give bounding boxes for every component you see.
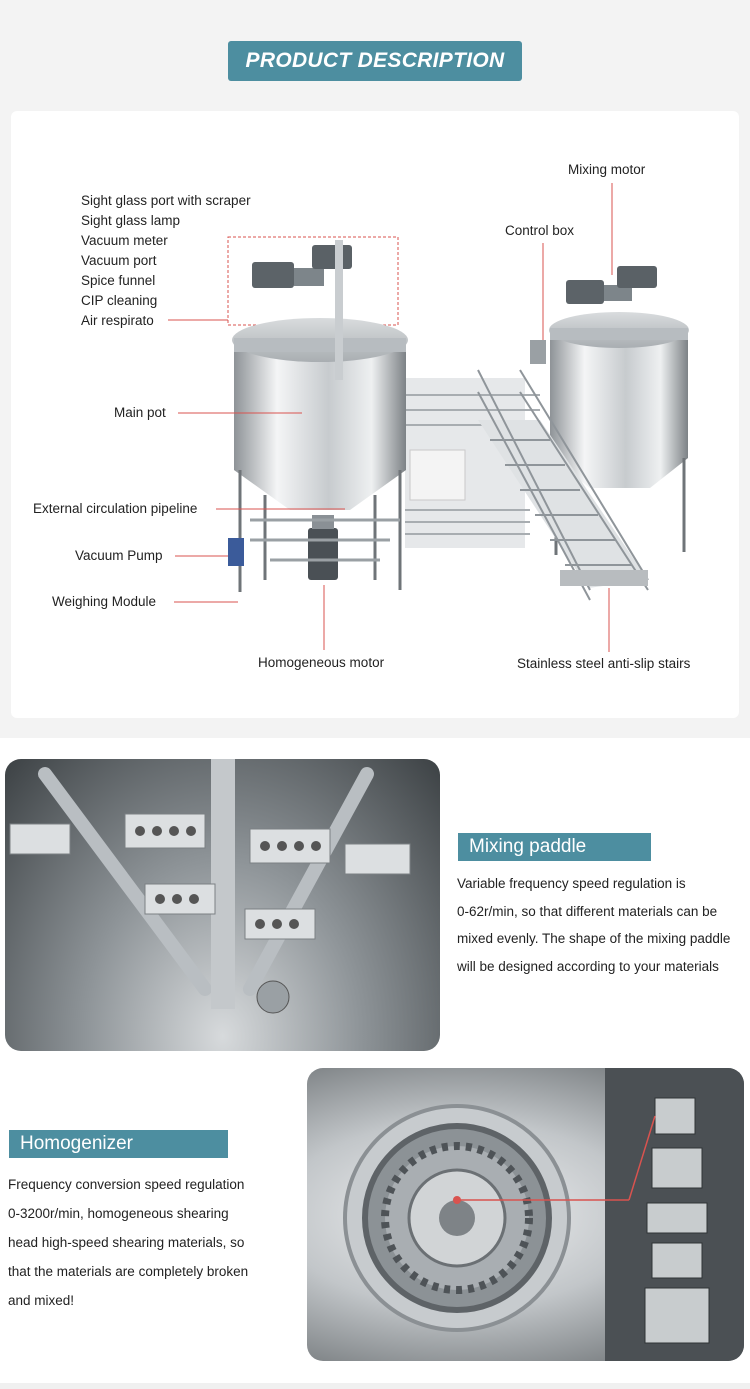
homogenizer-photo bbox=[307, 1068, 744, 1361]
homogenizer-line-1: Frequency conversion speed regulation bbox=[8, 1177, 245, 1192]
footer-divider bbox=[0, 1383, 750, 1389]
label-vacuum-pump: Vacuum Pump bbox=[75, 548, 163, 563]
homogeneous-motor-body bbox=[308, 515, 338, 580]
label-stairs: Stainless steel anti-slip stairs bbox=[517, 656, 691, 671]
label-control-box: Control box bbox=[505, 223, 575, 238]
label-air-respirato: Air respirato bbox=[81, 313, 154, 328]
label-external-pipeline: External circulation pipeline bbox=[33, 501, 198, 516]
homogenizer-line-3: head high-speed shearing materials, so bbox=[8, 1235, 245, 1250]
mixing-paddle-heading bbox=[458, 833, 651, 861]
fittings-label-list bbox=[81, 191, 251, 331]
mixing-line-1: Variable frequency speed regulation is bbox=[457, 876, 686, 891]
mixing-paddle-title: Mixing paddle bbox=[469, 836, 587, 857]
vacuum-pump-body bbox=[228, 538, 244, 566]
label-homogeneous-motor: Homogeneous motor bbox=[258, 655, 385, 670]
label-spice-funnel: Spice funnel bbox=[81, 273, 156, 288]
mixing-line-4: will be designed according to your materials bbox=[457, 958, 719, 974]
label-sight-glass-lamp: Sight glass lamp bbox=[81, 213, 181, 228]
page-title: PRODUCT DESCRIPTION bbox=[245, 49, 505, 72]
label-weighing-module: Weighing Module bbox=[52, 594, 157, 609]
mixing-paddle-photo bbox=[5, 759, 440, 1051]
mixing-line-2: 0-62r/min, so that different materials can be bbox=[457, 903, 718, 919]
mixing-line-3: mixed evenly. The shape of the mixing paddle bbox=[457, 931, 731, 946]
label-sight-glass-port: Sight glass port with scraper bbox=[81, 193, 251, 208]
label-main-pot: Main pot bbox=[114, 405, 166, 420]
homogenizer-line-5: and mixed! bbox=[8, 1293, 75, 1308]
mixing-paddle-description bbox=[457, 870, 730, 980]
homogenizer-line-4: that the materials are completely broken bbox=[8, 1264, 249, 1279]
label-cip-cleaning: CIP cleaning bbox=[81, 293, 158, 308]
control-box-unit bbox=[530, 340, 546, 364]
homogenizer-description bbox=[8, 1170, 248, 1315]
homogenizer-heading bbox=[9, 1130, 228, 1158]
label-mixing-motor: Mixing motor bbox=[568, 162, 646, 177]
homogenizer-title: Homogenizer bbox=[20, 1133, 133, 1154]
label-vacuum-port: Vacuum port bbox=[81, 253, 157, 268]
homogenizer-line-2: 0-3200r/min, homogeneous shearing bbox=[8, 1206, 229, 1221]
label-vacuum-meter: Vacuum meter bbox=[81, 233, 168, 248]
